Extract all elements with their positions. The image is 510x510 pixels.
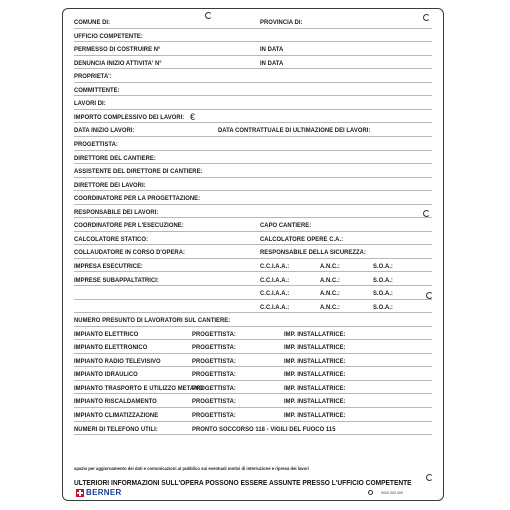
field-label: NUMERI DI TELEFONO UTILI: [74,425,158,433]
update-notice: spazio per aggiornamento dei dati e comunicazioni al pubblico sui eventuali motivi di interruzione e ripresa dei lavori [74,467,310,472]
field-label: COORDINATORE PER L'ESECUZIONE: [74,222,184,230]
field-row [74,272,432,286]
field-sublabel: S.O.A.: [373,303,393,311]
field-label: IMPIANTO CLIMATIZZAZIONE [74,412,159,420]
field-row [74,381,432,395]
field-row [74,340,432,354]
field-row [74,394,432,408]
field-label: UFFICIO COMPETENTE: [74,32,143,40]
field-row [74,354,432,368]
mount-ring-icon [426,474,433,481]
field-label: DENUNCIA INIZIO ATTIVITA' N° [74,59,162,67]
field-row [74,164,432,178]
field-label: PROPRIETA': [74,73,112,81]
field-sublabel: IN DATA [260,46,284,54]
field-sublabel: PROGETTISTA: [192,412,236,420]
field-label: IMPIANTO TRASPORTO E UTILIZZO METANO [74,384,204,392]
field-row [74,327,432,341]
field-label: DIRETTORE DEI LAVORI: [74,181,146,189]
field-row [74,408,432,422]
field-label: COORDINATORE PER LA PROGETTAZIONE: [74,195,201,203]
field-label: NUMERO PRESUNTO DI LAVORATORI SUL CANTIERE: [74,317,231,325]
field-row [74,151,432,165]
site-sign-board [62,8,444,501]
field-label: COMUNE DI: [74,19,111,27]
field-sublabel: PROGETTISTA: [192,344,236,352]
field-label: IMPIANTO ELETTRONICO [74,344,148,352]
field-sublabel: C.C.I.A.A.: [260,262,290,270]
field-label: IMPIANTO ELETTRICO [74,330,139,338]
field-sublabel: IMP. INSTALLATRICE: [284,398,346,406]
field-sublabel: C.C.I.A.A.: [260,290,290,298]
field-label: CALCOLATORE STATICO: [74,235,148,243]
field-sublabel: S.O.A.: [373,262,393,270]
brand-name: BERNER [86,488,122,497]
field-label: DIRETTORE DEL CANTIERE: [74,154,156,162]
field-label: IMPIANTO RISCALDAMENTO [74,398,157,406]
field-sublabel: PROGETTISTA: [192,357,236,365]
field-row [74,178,432,192]
field-label: IMPIANTO IDRAULICO [74,371,138,379]
field-sublabel: A.N.C.: [320,262,340,270]
field-sublabel: A.N.C.: [320,276,340,284]
field-sublabel: CALCOLATORE OPERE C.A.: [260,235,344,243]
field-row [74,83,432,97]
field-label: COLLAUDATORE IN CORSO D'OPERA: [74,249,186,257]
field-label: RESPONSABILE DEI LAVORI: [74,208,159,216]
field-row [74,42,432,56]
field-row [74,15,432,29]
field-sublabel: A.N.C.: [320,303,340,311]
field-sublabel: A.N.C.: [320,290,340,298]
field-row [74,422,432,436]
field-sublabel: IMP. INSTALLATRICE: [284,357,346,365]
field-sublabel: IMP. INSTALLATRICE: [284,412,346,420]
field-row [74,29,432,43]
field-label: PERMESSO DI COSTRUIRE N° [74,46,161,54]
field-row [74,259,432,273]
euro-sign: € [190,112,196,123]
info-icon [368,490,373,495]
field-sublabel: IMP. INSTALLATRICE: [284,344,346,352]
field-row [74,137,432,151]
field-row [74,69,432,83]
brand-cross-icon [76,489,84,497]
field-row [74,218,432,232]
field-row [74,56,432,70]
brand-logo [76,488,122,497]
field-sublabel: IN DATA [260,59,284,67]
product-code: 0000 000 000 [381,490,404,495]
field-label: DATA INIZIO LAVORI: [74,127,135,135]
field-sublabel: C.C.I.A.A.: [260,276,290,284]
field-sublabel: PROGETTISTA: [192,384,236,392]
field-sublabel: DATA CONTRATTUALE DI ULTIMAZIONE DEI LAVORI: [218,127,371,135]
field-row [74,232,432,246]
field-sublabel: PRONTO SOCCORSO 118 - VIGILI DEL FUOCO 115 [192,425,336,433]
field-sublabel: RESPONSABILE DELLA SICUREZZA: [260,249,366,257]
field-sublabel: PROVINCIA DI: [260,19,303,27]
field-label: COMMITTENTE: [74,86,120,94]
field-sublabel: S.O.A.: [373,290,393,298]
field-label: IMPRESE SUBAPPALTATRICI: [74,276,159,284]
field-label: ASSISTENTE DEL DIRETTORE DI CANTIERE: [74,168,203,176]
field-row [74,205,432,219]
field-row [74,123,432,137]
field-row [74,367,432,381]
field-row [74,96,432,110]
field-sublabel: PROGETTISTA: [192,398,236,406]
field-sublabel: CAPO CANTIERE: [260,222,312,230]
field-sublabel: S.O.A.: [373,276,393,284]
field-label: LAVORI DI: [74,100,106,108]
field-row [74,191,432,205]
field-row [74,286,432,300]
field-label: PROGETTISTA: [74,141,118,149]
field-label: IMPORTO COMPLESSIVO DEI LAVORI: [74,113,185,121]
field-row [74,313,432,327]
field-sublabel: IMP. INSTALLATRICE: [284,384,346,392]
footer-info: ULTERIORI INFORMAZIONI SULL'OPERA POSSONO ESSERE ASSUNTE PRESSO L'UFFICIO COMPETENTE [74,478,412,487]
field-row [74,110,432,124]
field-sublabel: IMP. INSTALLATRICE: [284,371,346,379]
field-label: IMPIANTO RADIO TELEVISIVO [74,357,161,365]
field-row [74,300,432,314]
field-sublabel: C.C.I.A.A.: [260,303,290,311]
field-sublabel: IMP. INSTALLATRICE: [284,330,346,338]
field-sublabel: PROGETTISTA: [192,371,236,379]
field-sublabel: PROGETTISTA: [192,330,236,338]
field-label: IMPRESA ESECUTRICE: [74,262,143,270]
field-row [74,245,432,259]
